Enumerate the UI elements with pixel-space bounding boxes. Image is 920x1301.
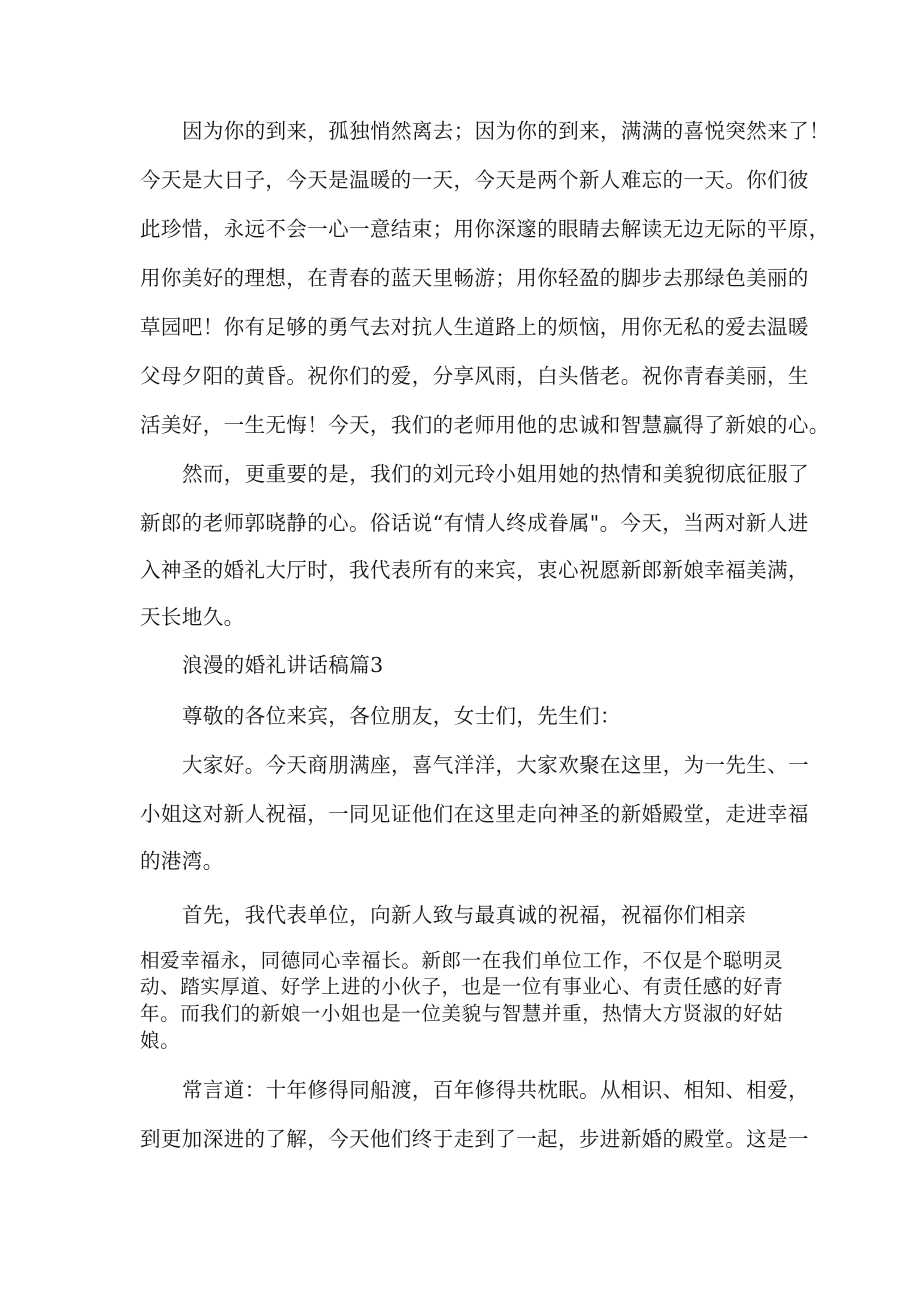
- paragraph-1-line-7: 活美好，一生无悔！今天，我们的老师用他的忠诚和智慧赢得了新娘的心。: [140, 413, 830, 437]
- paragraph-1-line-6: 父母夕阳的黄昏。祝你们的爱，分享风雨，白头偕老。祝你青春美丽，生: [140, 364, 809, 388]
- section-title: 浪漫的婚礼讲话稿篇3: [182, 653, 384, 677]
- paragraph-2-line-3: 入神圣的婚礼大厅时，我代表所有的来宾，衷心祝愿新郎新娘幸福美满，: [140, 558, 809, 582]
- paragraph-1-line-2: 今天是大日子，今天是温暖的一天，今天是两个新人难忘的一天。你们彼: [140, 168, 809, 192]
- paragraph-4-line-4: 年。而我们的新娘一小姐也是一位美貌与智慧并重，热情大方贤淑的好姑: [140, 1002, 784, 1025]
- paragraph-3-line-1: 大家好。今天商朋满座，喜气洋洋，大家欢聚在这里，为一先生、一: [182, 753, 809, 777]
- paragraph-5-line-1: 常言道：十年修得同船渡，百年修得共枕眠。从相识、相知、相爱，: [182, 1078, 809, 1102]
- paragraph-3-line-2: 小姐这对新人祝福，一同见证他们在这里走向神圣的新婚殿堂，走进幸福: [140, 802, 809, 826]
- paragraph-1-line-3: 此珍惜，永远不会一心一意结束；用你深邃的眼睛去解读无边无际的平原，: [140, 217, 830, 241]
- paragraph-2-line-4: 天长地久。: [140, 605, 245, 629]
- paragraph-1-line-5: 草园吧！你有足够的勇气去对抗人生道路上的烦恼，用你无私的爱去温暖: [140, 315, 809, 339]
- paragraph-1-line-4: 用你美好的理想，在青春的蓝天里畅游；用你轻盈的脚步去那绿色美丽的: [140, 266, 809, 290]
- paragraph-5-line-2: 到更加深进的了解，今天他们终于走到了一起，步进新婚的殿堂。这是一: [140, 1127, 809, 1151]
- paragraph-4-line-2: 相爱幸福永，同德同心幸福长。新郎一在我们单位工作，不仅是个聪明灵: [140, 949, 784, 972]
- paragraph-4-line-5: 娘。: [140, 1029, 181, 1052]
- paragraph-3-line-3: 的港湾。: [140, 849, 224, 873]
- paragraph-2-line-1: 然而，更重要的是，我们的刘元玲小姐用她的热情和美貌彻底征服了: [182, 462, 809, 486]
- paragraph-1-line-1: 因为你的到来，孤独悄然离去；因为你的到来，满满的喜悦突然来了！: [182, 119, 830, 143]
- paragraph-4-line-1: 首先，我代表单位，向新人致与最真诚的祝福，祝福你们相亲: [182, 903, 747, 927]
- greeting: 尊敬的各位来宾，各位朋友，女士们，先生们：: [182, 704, 621, 728]
- paragraph-2-line-2: 新郎的老师郭晓静的心。俗话说“有情人终成眷属"。今天，当两对新人进: [140, 511, 809, 535]
- paragraph-4-line-3: 动、踏实厚道、好学上进的小伙子，也是一位有事业心、有责任感的好青: [140, 975, 784, 998]
